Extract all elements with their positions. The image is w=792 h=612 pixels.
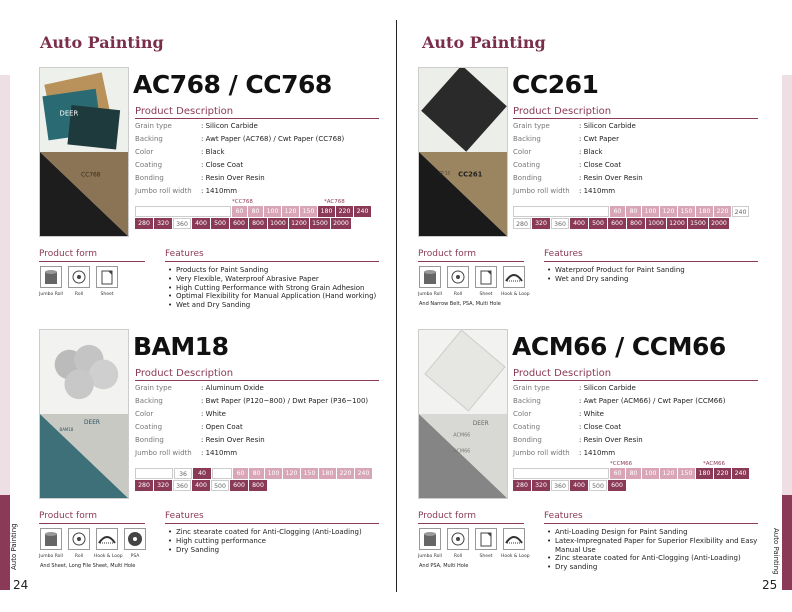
grit-cell: 100: [642, 468, 659, 479]
grit-cell: 280: [135, 480, 153, 491]
grit-cell: 1200: [289, 218, 309, 229]
grit-cell: 1000: [646, 218, 666, 229]
spec-key: Grain type: [135, 122, 172, 130]
grit-cell: 180: [318, 206, 335, 217]
grit-cell: 100: [642, 206, 659, 217]
grit-cell: 80: [626, 206, 641, 217]
spec-value: : Black: [201, 148, 225, 156]
grit-cell: 320: [532, 480, 550, 491]
grit-cell: 400: [192, 480, 210, 491]
grit-cell: 150: [678, 206, 695, 217]
form-caption: Jumbo Roll: [418, 554, 442, 559]
grit-row-bottom: [513, 218, 730, 229]
spec-value: : Silicon Carbide: [201, 122, 258, 130]
grit-cell: 600: [230, 480, 248, 491]
grit-row-top: [513, 468, 750, 479]
grit-cell: 400: [570, 218, 588, 229]
grit-cell: 360: [551, 218, 569, 229]
spec-value: : White: [579, 410, 604, 418]
product-description-heading: Product Description: [513, 106, 612, 117]
grit-row-bottom: [513, 480, 627, 491]
product-title: AC768 / CC768: [133, 70, 332, 99]
heading-rule: [165, 523, 379, 524]
spec-value: : Silicon Carbide: [579, 122, 636, 130]
grit-cell: 600: [608, 218, 626, 229]
grit-row-top: [135, 206, 372, 217]
grit-cell: 40: [193, 468, 211, 479]
heading-rule: [513, 380, 758, 381]
heading-rule: [418, 261, 524, 262]
grit-cell: 80: [626, 468, 641, 479]
psa-icon: [124, 528, 146, 550]
product-title: ACM66 / CCM66: [512, 332, 726, 361]
grit-cell: 600: [230, 218, 248, 229]
grit-cell: 500: [589, 218, 607, 229]
spec-key: Backing: [135, 135, 163, 143]
grit-row-bottom: [135, 218, 352, 229]
spec-key: Bonding: [135, 436, 164, 444]
grit-cell: 360: [173, 480, 191, 491]
form-note: And Sheet, Long File Sheet, Multi Hole: [40, 563, 136, 569]
grit-cell: 320: [154, 218, 172, 229]
grit-cell: 60: [610, 206, 625, 217]
feature-item: • Zinc stearate coated for Anti-Clogging (Anti-Loading): [546, 554, 760, 563]
product-image-ac768: [39, 67, 129, 237]
grit-cell: 120: [283, 468, 300, 479]
product-form-heading: Product form: [418, 249, 477, 259]
form-caption: Hook & Loop: [501, 292, 530, 297]
form-caption: Roll: [453, 292, 463, 297]
form-caption: Sheet: [479, 554, 493, 559]
svg-text:ACM66: ACM66: [453, 448, 471, 455]
side-tab-left: [0, 495, 10, 590]
grit-cell: 150: [301, 468, 318, 479]
page-number-right: 25: [762, 578, 778, 592]
grit-cell: 60: [233, 468, 248, 479]
side-tab-right: [782, 495, 792, 590]
spec-key: Bonding: [513, 436, 542, 444]
sheet-icon: [475, 528, 497, 550]
grit-cell: 280: [513, 480, 531, 491]
feature-item: • High cutting performance: [167, 537, 381, 546]
grit-cell: 280: [513, 218, 531, 229]
spec-value: : 1410mm: [579, 449, 616, 457]
grit-cell: 240: [355, 468, 372, 479]
spec-value: : White: [201, 410, 226, 418]
product-description-heading: Product Description: [513, 368, 612, 379]
grit-cell: 320: [532, 218, 550, 229]
grit-cell: 320: [154, 480, 172, 491]
product-description-heading: Product Description: [135, 368, 234, 379]
grit-cell: 1000: [268, 218, 288, 229]
form-caption: Sheet: [479, 292, 493, 297]
grit-cell: 800: [249, 480, 267, 491]
page-number-left: 24: [13, 578, 29, 592]
grit-cell: 400: [570, 480, 588, 491]
spec-key: Bonding: [513, 174, 542, 182]
form-caption: Roll: [74, 554, 84, 559]
grit-row-bottom: [135, 480, 268, 491]
spec-value: : Close Coat: [579, 423, 622, 431]
product-form-heading: Product form: [39, 511, 98, 521]
roll-icon: [447, 266, 469, 288]
grit-cell: 180: [696, 468, 713, 479]
heading-rule: [513, 118, 758, 119]
spec-value: : Awt Paper (ACM66) / Cwt Paper (CCM66): [579, 397, 726, 405]
grit-cell: 600: [608, 480, 626, 491]
jumbo-roll-icon: [40, 528, 62, 550]
feature-item: • Dry sanding: [546, 563, 760, 572]
form-caption: Sheet: [100, 292, 114, 297]
spec-value: : Bwt Paper (P120~800) / Dwt Paper (P36~100): [201, 397, 369, 405]
grit-cell: 150: [300, 206, 317, 217]
grit-cell: 180: [696, 206, 713, 217]
feature-item: • Zinc stearate coated for Anti-Clogging (Anti-Loading): [167, 528, 381, 537]
form-caption: PSA: [130, 554, 140, 559]
grit-cell: 2000: [331, 218, 351, 229]
spec-key: Coating: [513, 423, 541, 431]
product-image-bam18: [39, 329, 129, 499]
spec-key: Grain type: [513, 384, 550, 392]
spec-key: Color: [513, 148, 532, 156]
spec-value: : Resin Over Resin: [579, 436, 643, 444]
form-caption: Jumbo Roll: [39, 554, 63, 559]
grit-cell: 500: [211, 480, 229, 491]
svg-text:DEER: DEER: [472, 420, 489, 427]
grit-cell: 500: [589, 480, 607, 491]
heading-rule: [39, 523, 145, 524]
spec-key: Color: [513, 410, 532, 418]
feature-item: • Anti-Loading Design for Paint Sanding: [546, 528, 760, 537]
feature-item: • Optimal Flexibility for Manual Application (Hand working): [167, 292, 381, 301]
hook-loop-icon: [503, 528, 525, 550]
spec-key: Jumbo roll width: [135, 187, 192, 195]
page-divider: [396, 20, 397, 592]
product-title: BAM18: [133, 332, 229, 361]
grit-cell: 240: [732, 468, 749, 479]
side-label-left: Auto Painting: [10, 523, 18, 570]
grit-note: *CCM66: [610, 461, 633, 467]
grit-cell: 36: [174, 468, 192, 479]
spec-key: Color: [135, 148, 154, 156]
spec-value: : Resin Over Resin: [201, 174, 265, 182]
feature-item: • High Cutting Performance with Strong Grain Adhesion: [167, 284, 381, 293]
spec-value: : Close Coat: [579, 161, 622, 169]
spec-value: : Open Coat: [201, 423, 243, 431]
features-list: [546, 528, 760, 572]
grit-cell: 280: [135, 218, 153, 229]
form-caption: Hook & Loop: [94, 554, 123, 559]
side-tab-right-fade: [782, 75, 792, 495]
grit-cell: 100: [264, 206, 281, 217]
svg-text:BAM18: BAM18: [59, 426, 74, 432]
grit-cell: 220: [714, 206, 731, 217]
product-image-cc261: [418, 67, 508, 237]
spec-key: Coating: [135, 161, 163, 169]
form-caption: Hook & Loop: [501, 554, 530, 559]
spec-value: : Cwt Paper: [579, 135, 619, 143]
form-caption: Jumbo Roll: [39, 292, 63, 297]
grit-cell: 360: [173, 218, 191, 229]
side-tab-left-fade: [0, 75, 10, 495]
feature-item: • Products for Paint Sanding: [167, 266, 381, 275]
svg-text:DEER: DEER: [84, 419, 100, 426]
grit-cell: 500: [211, 218, 229, 229]
spec-value: : 1410mm: [201, 187, 238, 195]
spec-value: : 1410mm: [201, 449, 238, 457]
hook-loop-icon: [503, 266, 525, 288]
grit-cell: 800: [249, 218, 267, 229]
features-heading: Features: [544, 249, 583, 259]
features-heading: Features: [165, 249, 204, 259]
jumbo-roll-icon: [40, 266, 62, 288]
grit-cell: 60: [610, 468, 625, 479]
spec-value: : Black: [579, 148, 603, 156]
feature-item: • Dry Sanding: [167, 546, 381, 555]
form-note: And Narrow Belt, PSA, Multi Hole: [419, 301, 501, 307]
spec-key: Coating: [135, 423, 163, 431]
grit-note: *AC768: [324, 199, 345, 205]
spec-value: : Silicon Carbide: [579, 384, 636, 392]
product-description-heading: Product Description: [135, 106, 234, 117]
grit-cell: 120: [282, 206, 299, 217]
heading-rule: [135, 118, 379, 119]
feature-item: • Waterproof Product for Paint Sanding: [546, 266, 760, 275]
heading-rule: [544, 261, 758, 262]
spec-value: : Aluminum Oxide: [201, 384, 264, 392]
spec-value: : 1410mm: [579, 187, 616, 195]
svg-text:CP 13: CP 13: [438, 170, 450, 176]
feature-item: • Wet and Dry Sanding: [167, 301, 381, 310]
spec-key: Bonding: [135, 174, 164, 182]
roll-icon: [68, 266, 90, 288]
hook-loop-icon: [96, 528, 118, 550]
svg-text:ACM66: ACM66: [453, 432, 471, 439]
product-image-acm66: [418, 329, 508, 499]
svg-text:CC768: CC768: [81, 172, 101, 179]
grit-cell: 1500: [310, 218, 330, 229]
jumbo-roll-icon: [419, 528, 441, 550]
grit-cell: 220: [336, 206, 353, 217]
sheet-icon: [96, 266, 118, 288]
side-label-right: Auto Painting: [772, 528, 780, 575]
features-list: [167, 528, 381, 554]
feature-item: • Wet and Dry sanding: [546, 275, 760, 284]
form-note: And PSA, Multi Hole: [419, 563, 469, 569]
spec-key: Backing: [513, 397, 541, 405]
grit-cell: 800: [627, 218, 645, 229]
jumbo-roll-icon: [419, 266, 441, 288]
product-title: CC261: [512, 70, 599, 99]
heading-rule: [544, 523, 758, 524]
form-caption: Roll: [74, 292, 84, 297]
grit-cell: 220: [714, 468, 731, 479]
product-form-heading: Product form: [39, 249, 98, 259]
spec-key: Jumbo roll width: [513, 187, 570, 195]
features-list: [546, 266, 760, 284]
grit-cell: 1500: [688, 218, 708, 229]
heading-rule: [165, 261, 379, 262]
grit-cell: 2000: [709, 218, 729, 229]
form-caption: Jumbo Roll: [418, 292, 442, 297]
spec-value: : Awt Paper (AC768) / Cwt Paper (CC768): [201, 135, 345, 143]
grit-cell: 240: [354, 206, 371, 217]
product-form-heading: Product form: [418, 511, 477, 521]
heading-rule: [39, 261, 145, 262]
spec-key: Grain type: [135, 384, 172, 392]
spec-key: Backing: [513, 135, 541, 143]
grit-cell: 220: [337, 468, 354, 479]
spec-key: Coating: [513, 161, 541, 169]
grit-cell: 120: [660, 206, 677, 217]
heading-rule: [135, 380, 379, 381]
svg-text:CC261: CC261: [458, 170, 483, 179]
spec-key: Jumbo roll width: [513, 449, 570, 457]
grit-note: *CC768: [232, 199, 253, 205]
page-title-right: Auto Painting: [422, 33, 546, 52]
grit-cell: 360: [551, 480, 569, 491]
roll-icon: [68, 528, 90, 550]
svg-text:DEER: DEER: [59, 109, 79, 118]
grit-cell: 100: [265, 468, 282, 479]
grit-cell: 150: [678, 468, 695, 479]
feature-item: • Latex-Impregnated Paper for Superior Flexibility and Easy Manual Use: [546, 537, 760, 555]
spec-key: Backing: [135, 397, 163, 405]
grit-cell: 180: [319, 468, 336, 479]
heading-rule: [418, 523, 524, 524]
spec-key: Color: [135, 410, 154, 418]
spec-value: : Close Coat: [201, 161, 244, 169]
features-heading: Features: [544, 511, 583, 521]
grit-cell: 60: [232, 206, 247, 217]
form-caption: Roll: [453, 554, 463, 559]
grit-row-top: [513, 206, 750, 217]
grit-cell: 120: [660, 468, 677, 479]
spec-value: : Resin Over Resin: [579, 174, 643, 182]
grit-cell: 80: [248, 206, 263, 217]
grit-cell: 80: [249, 468, 264, 479]
features-list: [167, 266, 381, 310]
grit-note: *ACM66: [703, 461, 725, 467]
page-title-left: Auto Painting: [40, 33, 164, 52]
feature-item: • Very Flexible, Waterproof Abrasive Paper: [167, 275, 381, 284]
spec-key: Grain type: [513, 122, 550, 130]
sheet-icon: [475, 266, 497, 288]
features-heading: Features: [165, 511, 204, 521]
spec-value: : Resin Over Resin: [201, 436, 265, 444]
spec-key: Jumbo roll width: [135, 449, 192, 457]
grit-cell: 240: [732, 206, 749, 217]
grit-row-top: [135, 468, 373, 479]
grit-cell: 400: [192, 218, 210, 229]
grit-cell: 1200: [667, 218, 687, 229]
roll-icon: [447, 528, 469, 550]
